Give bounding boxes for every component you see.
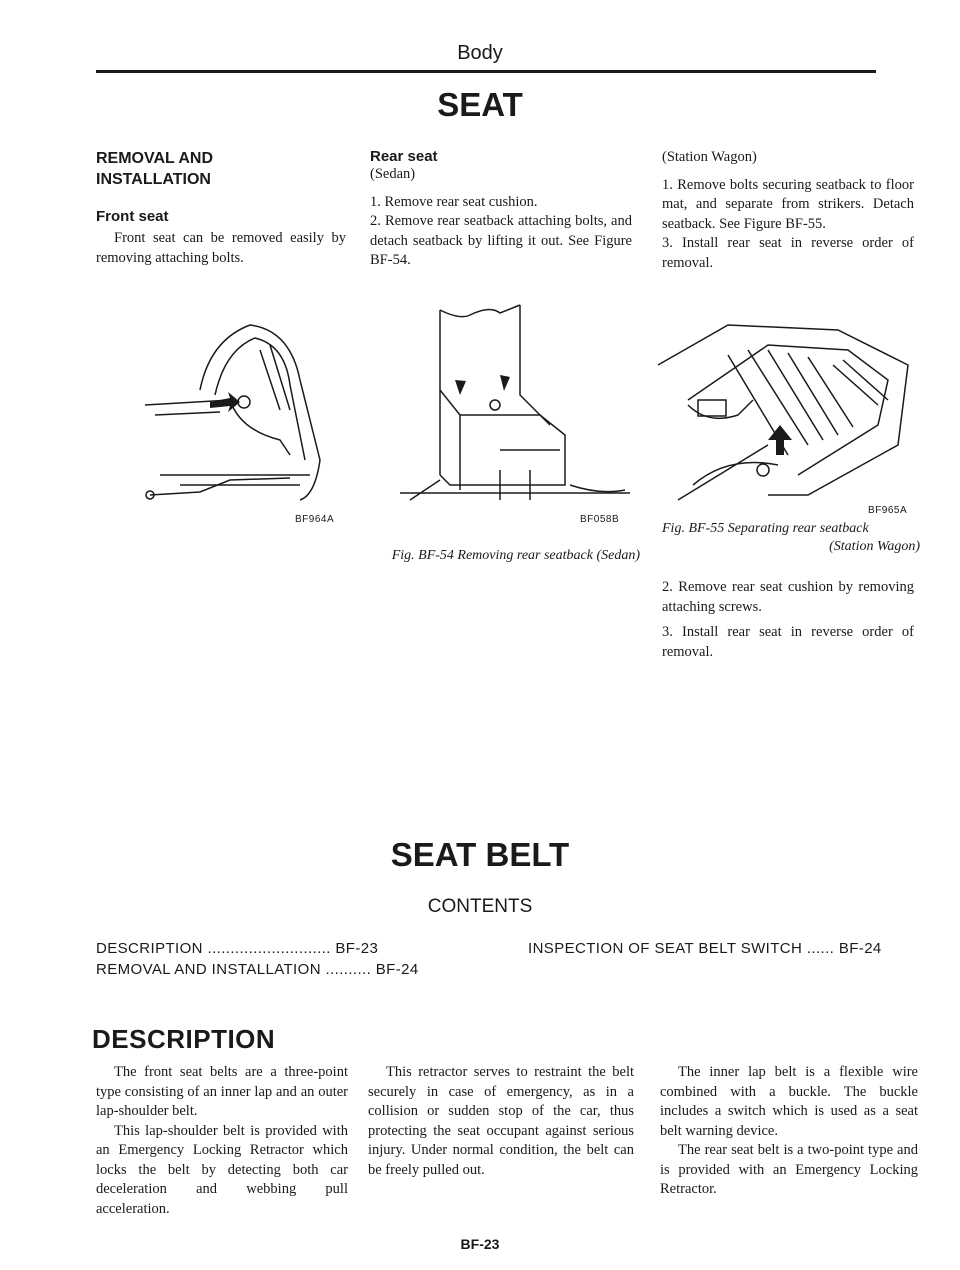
toc-entry-label: INSPECTION OF SEAT BELT SWITCH (528, 940, 803, 957)
description-para-3: This retractor serves to restraint the belt securely in case of emergency, as in a collision or sudden stop of the car, thus protecting the seat occupant against serious injury. Under normal condition, the belt can be freely pulled out. (368, 1064, 634, 1178)
removal-heading-line2: INSTALLATION (96, 171, 211, 188)
toc-entry-page: BF-24 (838, 940, 882, 957)
description-para-2: This lap-shoulder belt is provided with an Emergency Locking Retractor which locks the belt by detecting both car deceleration and webbing pull acceleration. (96, 1122, 348, 1217)
description-col3 (660, 1063, 918, 1200)
description-para-5: The rear seat belt is a two-point type and is provided with an Emergency Locking Retractor. (660, 1142, 918, 1197)
contents-heading: CONTENTS (427, 896, 533, 917)
description-para-4: The inner lap belt is a flexible wire combined with a buckle. The buckle includes a switch which is used as a seat belt warning device. (660, 1064, 918, 1139)
fig-bf54-caption: Fig. BF-54 Removing rear seatback (Sedan) (391, 548, 640, 563)
running-header: Body (457, 42, 503, 64)
station-wagon-step-2b: 2. Remove rear seat cushion by removing attaching screws. (662, 579, 914, 615)
fig-bf55-caption-line2: (Station Wagon) (829, 539, 920, 554)
rear-seat-section (370, 148, 632, 271)
toc-dot-leader: ........................... (207, 940, 331, 957)
front-seat-heading: Front seat (96, 208, 169, 225)
toc-entry-page: BF-24 (375, 961, 419, 978)
toc-entry-label: REMOVAL AND INSTALLATION (96, 961, 321, 978)
description-col2 (368, 1063, 634, 1180)
station-wagon-after-figure (662, 578, 914, 662)
rear-seat-step-1: 1. Remove rear seat cushion. (370, 193, 538, 210)
description-col1 (96, 1063, 348, 1219)
station-wagon-section (662, 148, 914, 273)
rear-seatback-sedan-illustration (400, 295, 640, 520)
station-wagon-step-3b: 3. Install rear seat in reverse order of removal. (662, 624, 914, 660)
toc-entry-removal[interactable] (96, 961, 419, 978)
toc-entry-inspection[interactable] (528, 940, 882, 957)
front-seat-figure-code: BF964A (295, 514, 335, 525)
toc-entry-label: DESCRIPTION (96, 940, 203, 957)
fig-bf55-caption-line1: Fig. BF-55 Separating rear seatback (662, 521, 869, 536)
station-wagon-figure-code: BF965A (868, 505, 908, 516)
toc-dot-leader: .......... (325, 961, 376, 978)
station-wagon-label: (Station Wagon) (662, 149, 757, 165)
rear-seat-sedan-label: (Sedan) (370, 166, 416, 182)
station-wagon-seat-illustration (648, 305, 918, 510)
removal-installation-section (96, 148, 346, 268)
toc-dot-leader: ...... (806, 940, 839, 957)
description-heading: DESCRIPTION (92, 1024, 276, 1054)
toc-entry-description[interactable] (96, 940, 378, 957)
toc-entry-page: BF-23 (335, 940, 379, 957)
front-seat-illustration (140, 290, 340, 510)
removal-heading-line1: REMOVAL AND (96, 150, 214, 167)
seat-title: SEAT (437, 86, 523, 123)
front-seat-text: Front seat can be removed easily by removing attaching bolts. (96, 230, 346, 266)
station-wagon-step-3: 3. Install rear seat in reverse order of removal. (662, 235, 914, 271)
description-para-1: The front seat belts are a three-point type consisting of an inner lap and an outer lap-shoulder belt. (96, 1064, 348, 1119)
header-rule (96, 70, 876, 73)
rear-seat-figure-code: BF058B (580, 514, 620, 525)
rear-seat-heading: Rear seat (370, 148, 438, 165)
station-wagon-step-1: 1. Remove bolts securing seatback to floor mat, and separate from strikers. Detach seatback. See Figure BF-55. (662, 176, 914, 232)
page-number: BF-23 (460, 1236, 500, 1252)
seat-belt-title: SEAT BELT (390, 836, 570, 873)
rear-seat-step-2: 2. Remove rear seatback attaching bolts, and detach seatback by lifting it out. See Figure BF-54. (370, 213, 632, 268)
